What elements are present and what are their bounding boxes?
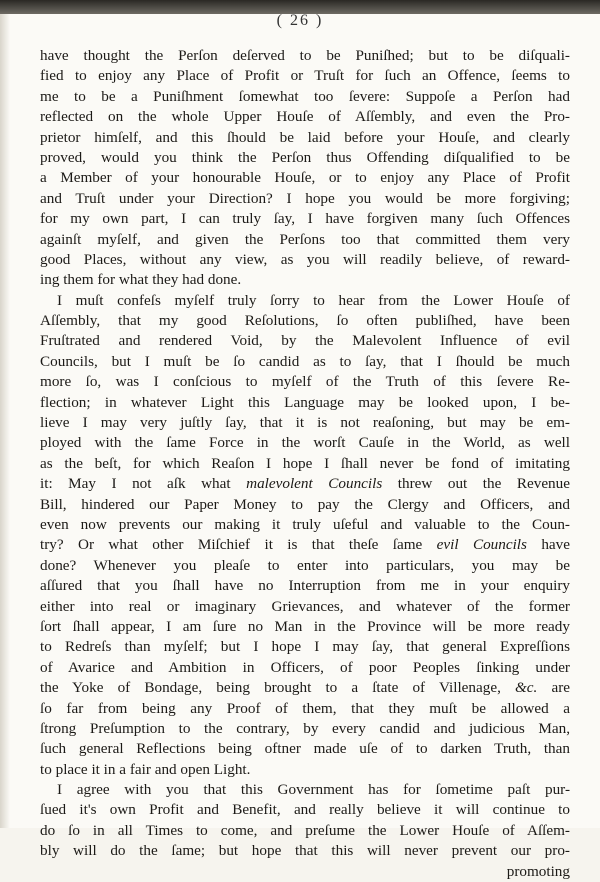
text-line: bly will do the ſame; but hope that this will never prevent our pro- [40,842,570,860]
text-line: flection; in whatever Light this Language may be looked upon, I be- [40,393,570,411]
text-line: ſuch general Reflections being oftner made uſe of to darken Truth, than [40,740,570,758]
text-line: to place it in a fair and open Light. [40,760,251,778]
text-line: Councils, but I muſt be ſo candid as to ſay, that I ſhould be much [40,352,570,370]
text-line: a Member of your honourable Houſe, or to enjoy any Place of Profit [40,169,570,187]
text-line: of Avarice and Ambition in Officers, of poor Peoples ſinking under [40,658,570,676]
page-number: ( 26 ) [276,12,324,29]
text-line: ſort ſhall appear, I am ſure no Man in the Province will be more ready [40,617,570,635]
text-segment: try? Or what other Miſchief it is that theſe ſame [40,536,437,554]
text-segment: it: May I not aſk what [40,475,247,493]
text-line: Aſſembly, that my good Reſolutions, ſo often publiſhed, have been [40,312,570,330]
text-line: I agree with you that this Government has for ſometime paſt pur- [57,781,570,799]
text-line: fied to enjoy any Place of Profit or Truſt for ſuch an Offence, ſeems to [40,67,570,85]
text-line: good Places, without any view, as you will readily believe, of reward- [40,250,570,268]
text-line: promoting [506,862,570,880]
text-line: ſtrong Preſumption to the contrary, by every candid and judicious Man, [40,719,570,737]
body-text [40,46,570,882]
text-line: I muſt confeſs myſelf truly ſorry to hear from the Lower Houſe of [57,291,570,309]
italic-phrase: evil Councils [436,536,527,554]
text-line: ing them for what they had done. [40,271,242,289]
text-line: ſued it's own Profit and Benefit, and really believe it will continue to [40,801,570,819]
text-line: againſt myſelf, and given the Perſons too that committed them very [40,230,570,248]
text-line: have thought the Perſon deſerved to be Puniſhed; but to be diſquali- [40,47,570,64]
text-line: ployed with the ſame Force in the worſt Cauſe in the World, as well [40,434,570,452]
text-line: done? Whenever you pleaſe to enter into particulars, you may be [40,556,570,574]
italic-phrase: malevolent Councils [246,475,383,493]
text-line: for my own part, I can truly ſay, I have forgiven many ſuch Offences [40,210,570,228]
text-line [40,535,570,555]
text-line: Fruſtrated and rendered Void, by the Malevolent Influence of evil [40,332,570,350]
text-line: as the beſt, for which Reaſon I hope I ſhall never be fond of imitating [40,454,570,472]
italic-phrase: &c. [514,679,538,697]
text-line: to Redreſs than myſelf; but I hope I may ſay, that general Expreſſions [40,638,570,656]
text-line: Bill, hindered our Paper Money to pay the Clergy and Officers, and [40,495,570,513]
page-gutter [0,14,10,828]
text-line: and Truſt under your Direction? I hope you would be more forgiving; [40,189,570,207]
text-line: me to be a Puniſhment ſomewhat too ſevere: Suppoſe a Perſon had [40,87,570,105]
text-line [40,678,570,698]
text-line [40,474,570,494]
text-line: proved, would you think the Perſon thus Offending diſqualified to be [40,148,570,166]
text-line: do ſo in all Times to come, and preſume the Lower Houſe of Aſſem- [40,821,570,839]
text-line: prietor himſelf, and this ſhould be laid before your Houſe, and clearly [40,128,570,146]
text-line: lieve I may very juſtly ſay, that it is not reaſoning, but may be em- [40,414,570,432]
text-line: ſo far from being any Proof of them, that they muſt be allowed a [40,699,570,717]
text-line: either into real or imaginary Grievances, and whatever of the former [40,597,570,615]
text-line: reflected on the whole Upper Houſe of Aſſembly, and even the Pro- [40,108,570,126]
text-segment: the Yoke of Bondage, being brought to a ſtate of Villenage, [40,679,515,697]
text-line: aſſured that you ſhall have no Interruption from me in your enquiry [40,577,570,595]
text-segment: are [537,679,570,697]
text-segment: threw out the Revenue [382,475,570,493]
text-line: more ſo, was I conſcious to myſelf of the Truth of this ſevere Re- [40,373,570,391]
text-line: even now prevents our making it truly uſeful and valuable to the Coun- [40,515,570,533]
text-segment: have [526,536,570,554]
